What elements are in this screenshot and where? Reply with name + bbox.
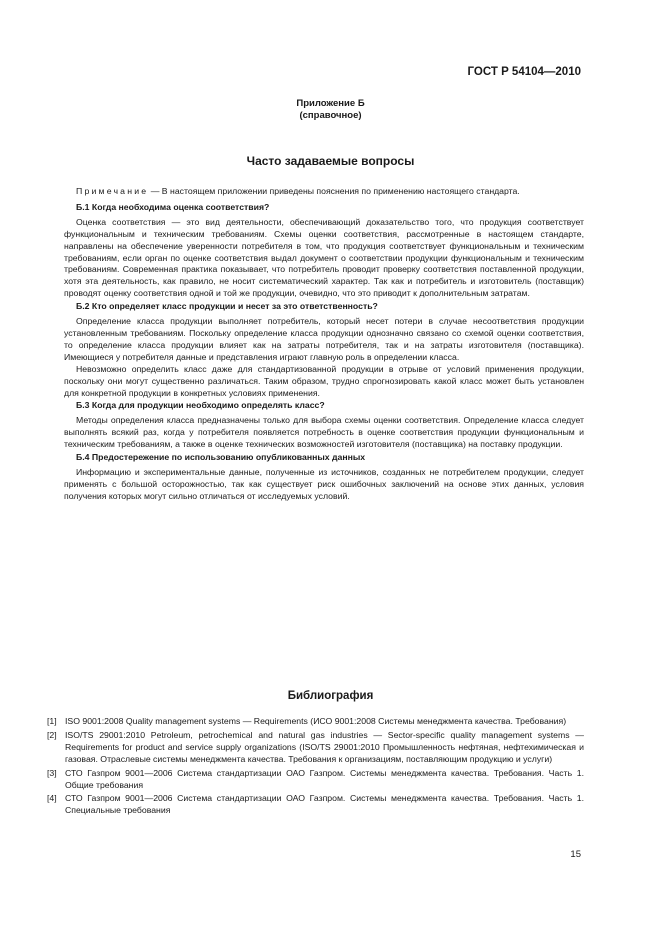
bibliography-item-number: [1] bbox=[47, 716, 57, 726]
section-b1-paragraph-1: Оценка соответствия — это вид деятельности, обеспечивающий доказательство того, что продукция соответствует функциональным и техническим требованиям. Схемы оценки соответствия, рассмотренные в настоящем стандарте, направлены на обеспечение уверенности потребителя в том, что продукция соответствует функциональным и техническим требованиям, если орган по оценке соответствия выдал документ о соответствии продукции функциональным и техническим требованиям. Современная практика показывает, что потребитель проводит проверку соответствия поставленной продукции, хотя эта деятельность, как правило, не носит систематический характер. Так как и потребитель и изготовитель (поставщик) проводят оценку соответствия одной и той же продукции, очевидно, что это приводит к дополнительным затратам. bbox=[64, 216, 584, 299]
bibliography-title: Библиография bbox=[287, 690, 374, 702]
section-heading-b1: Б.1 Когда необходима оценка соответствия? bbox=[76, 201, 270, 212]
note-label: Примечание bbox=[76, 186, 149, 196]
section-heading-b2: Б.2 Кто определяет класс продукции и несет за это ответственность? bbox=[76, 301, 378, 312]
note-paragraph bbox=[64, 186, 584, 198]
section-b3-paragraph-1: Методы определения класса предназначены только для выбора схемы оценки соответствия. Определение класса следует выполнять всякий раз, когда у потребителя появляется потребность в оценке соответствия продукции функциональным и техническим требованиям, а также в оценке технических возможностей изготовителя (поставщика) на поставку продукции. bbox=[64, 415, 584, 450]
bibliography-item-number: [3] bbox=[47, 767, 57, 778]
bibliography-item bbox=[47, 730, 584, 766]
annex-title: Приложение Б bbox=[296, 98, 365, 109]
section-b2-paragraph-2: Невозможно определить класс даже для стандартизованной продукции в отрыве от условий применения продукции, поскольку они могут существенно различаться. Таким образом, трудно спрогнозировать какой класс может быть установлен для конкретной продукции в конкретных условиях применения. bbox=[64, 363, 584, 398]
bibliography-item bbox=[47, 716, 584, 728]
annex-subtitle: (справочное) bbox=[299, 109, 362, 121]
section-b4-paragraph-1: Информацию и экспериментальные данные, полученные из источников, созданных не потребителем продукции, следует применять с большой осторожностью, так как существует риск ошибочных заключений на основе этих данных, условия получения которых могут сильно отличаться от исследуемых условий. bbox=[64, 466, 584, 501]
faq-title: Часто задаваемые вопросы bbox=[246, 154, 415, 168]
section-heading-b3: Б.3 Когда для продукции необходимо определять класс? bbox=[76, 400, 325, 411]
section-b2-paragraph-1: Определение класса продукции выполняет потребитель, который несет потери в случае несоответствия продукции установленным требованиям. Поскольку определение класса продукции однозначно связано со схемой оценки соответствия, то определение класса продукции влияет как на затраты потребителя, так и на затраты изготовителя (поставщика). Имеющиеся у потребителя данные и представления играют главную роль в определении класса. bbox=[64, 316, 584, 362]
bibliography-item-number: [4] bbox=[47, 793, 57, 804]
bibliography-item bbox=[47, 793, 584, 817]
section-heading-b4: Б.4 Предостережение по использованию опубликованных данных bbox=[76, 452, 366, 463]
bibliography-item-number: [2] bbox=[47, 729, 57, 740]
document-code: ГОСТ Р 54104—2010 bbox=[467, 66, 581, 78]
bibliography-item bbox=[47, 768, 584, 792]
bibliography-item-text: ISO/TS 29001:2010 Petroleum, petrochemical and natural gas industries — Sector-specific quality management systems — Requirements for product and service supply organizations (ISO/TS 29001:2010 Промышленность нефтяная, нефтехимическая и газовая. Отраслевые системы менеджмента качества. Требования к организациям, поставляющим продукцию и услуги) bbox=[65, 729, 584, 764]
note-text: — В настоящем приложении приведены пояснения по применению настоящего стандарта. bbox=[148, 186, 520, 196]
faq-content bbox=[64, 186, 584, 503]
page-number: 15 bbox=[570, 849, 581, 860]
bibliography-item-text: СТО Газпром 9001—2006 Система стандартизации ОАО Газпром. Системы менеджмента качества. Требования. Часть 1. Специальные требования bbox=[65, 793, 584, 816]
bibliography-list bbox=[47, 716, 584, 819]
annex-heading bbox=[0, 98, 661, 121]
bibliography-item-text: СТО Газпром 9001—2006 Система стандартизации ОАО Газпром. Системы менеджмента качества. Требования. Часть 1. Общие требования bbox=[65, 767, 584, 790]
bibliography-item-text: ISO 9001:2008 Quality management systems — Requirements (ИСО 9001:2008 Системы менеджмента качества. Требования) bbox=[65, 716, 567, 726]
